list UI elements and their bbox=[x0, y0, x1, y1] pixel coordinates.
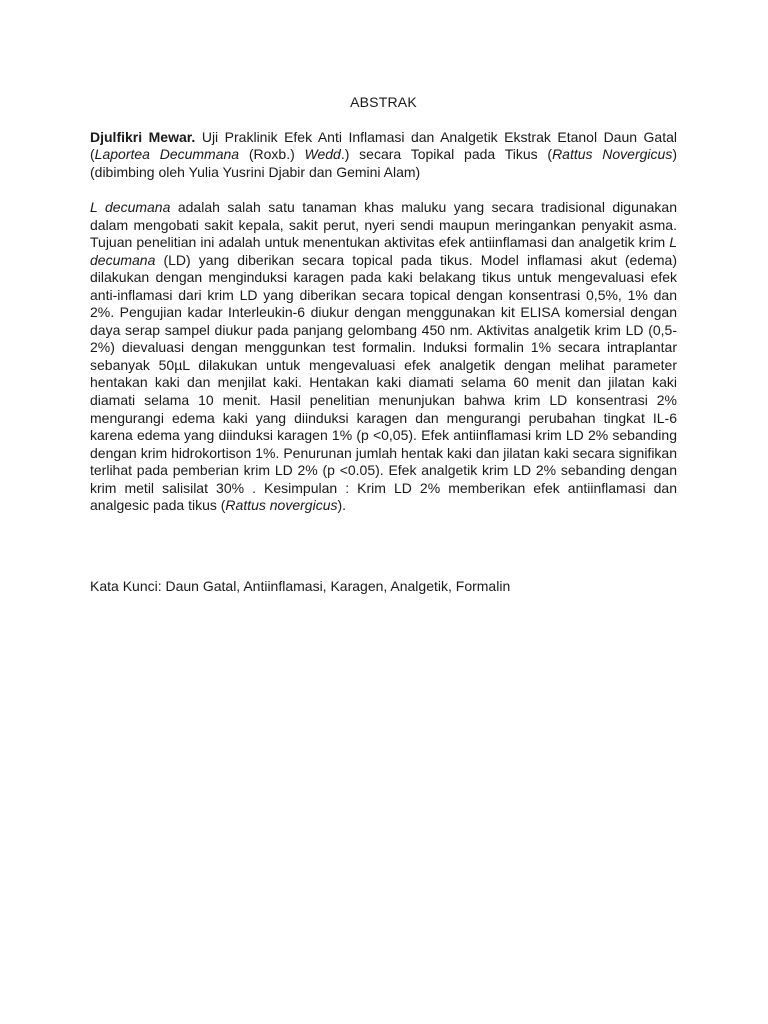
body-text: adalah salah satu tanaman khas maluku yang secara tradisional digunakan dalam mengobati sakit kepala, sakit perut, nyeri sendi maupun meringankan penyakit asma. Tujuan penelitian ini adalah untuk menentukan aktivitas efek antiinflamasi dan analgetik krim bbox=[90, 199, 678, 251]
body-text: ). bbox=[337, 497, 347, 514]
abstract-body bbox=[90, 199, 677, 515]
citation-text: (Roxb.) bbox=[239, 146, 305, 163]
plant-name: L decumana bbox=[90, 234, 677, 268]
rat-species-name: Rattus novergicus bbox=[225, 497, 338, 514]
citation-text: Uji Praklinik Efek Anti Inflamasi dan Analgetik Ekstrak Etanol Daun Gatal ( bbox=[90, 129, 678, 163]
keywords-line: Kata Kunci: Daun Gatal, Antiinflamasi, Karagen, Analgetik, Formalin bbox=[90, 578, 511, 594]
document-page bbox=[90, 0, 677, 1024]
rat-species-name: Rattus Novergicus bbox=[552, 146, 673, 163]
plant-name: L decumana bbox=[90, 199, 171, 215]
citation-text: .) secara Topikal pada Tikus ( bbox=[340, 146, 553, 163]
author-name: Djulfikri Mewar. bbox=[90, 129, 196, 145]
species-name: Laportea Decummana bbox=[94, 146, 240, 163]
citation-paragraph bbox=[90, 129, 677, 181]
citation-text: ) (dibimbing oleh Yulia Yusrini Djabir dan Gemini Alam) bbox=[90, 146, 677, 180]
species-authority: Wedd bbox=[304, 146, 341, 163]
body-text: (LD) yang diberikan secara topical pada tikus. Model inflamasi akut (edema) dilakukan dengan menginduksi karagen pada kaki belakang tikus untuk mengevaluasi efek anti-inflamasi dari krim LD yang diberikan secara topical dengan konsentrasi 0,5%, 1% dan 2%. Pengujian kadar Interleukin-6 diukur dengan menggunakan kit ELISA komersial dengan daya serap sampel diukur pada panjang gelombang 450 nm. Aktivitas analgetik krim LD (0,5-2%) dievaluasi dengan menggunkan test formalin. Induksi formalin 1% secara intraplantar sebanyak 50µL dilakukan untuk mengevaluasi efek analgetik dengan melihat parameter hentakan kaki dan menjilat kaki. Hentakan kaki diamati selama 60 menit dan jilatan kaki diamati selama 10 menit. Hasil penelitian menunjukan bahwa krim LD konsentrasi 2% mengurangi edema kaki yang diinduksi karagen dan mengurangi perubahan tingkat IL-6 karena edema yang diinduksi karagen 1% (p <0,05). Efek antiinflamasi krim LD 2% sebanding dengan krim hidrokortison 1%. Penurunan jumlah hentak kaki dan jilatan kaki secara signifikan terlihat pada pemberian krim LD 2% (p <0.05). Efek analgetik krim LD 2% sebanding dengan krim metil salisilat 30% . Kesimpulan : Krim LD 2% memberikan efek antiinflamasi dan analgesic pada tikus ( bbox=[90, 251, 677, 514]
page-title: ABSTRAK bbox=[350, 94, 417, 110]
